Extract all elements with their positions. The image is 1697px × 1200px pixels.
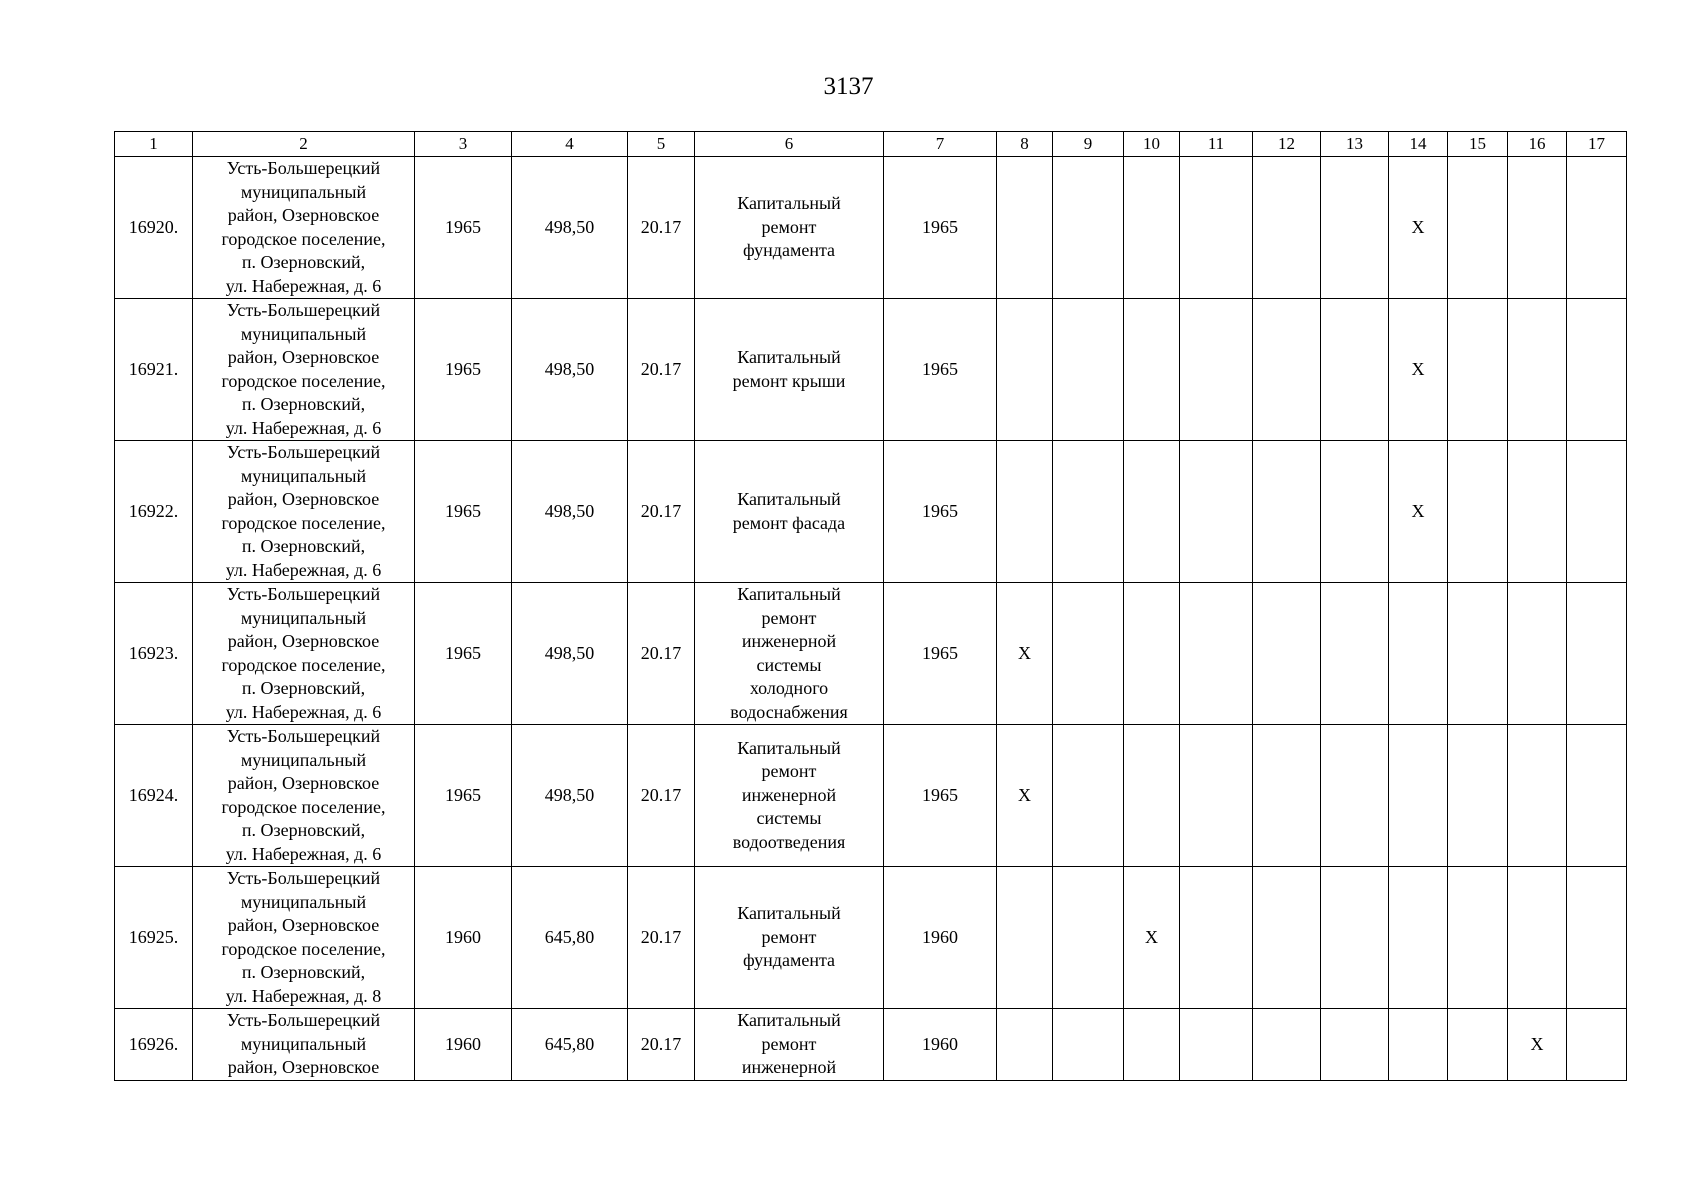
mark-cell-col-15	[1448, 1009, 1508, 1081]
code-cell: 20.17	[628, 583, 695, 725]
mark-cell-col-9	[1053, 441, 1124, 583]
row-number: 16922.	[115, 441, 193, 583]
column-header-8: 8	[997, 132, 1053, 157]
mark-cell-col-8	[997, 299, 1053, 441]
mark-cell-col-13	[1321, 157, 1389, 299]
mark-cell-col-13	[1321, 583, 1389, 725]
mark-cell-col-14: X	[1389, 157, 1448, 299]
area-cell: 498,50	[512, 157, 628, 299]
mark-cell-col-12	[1253, 867, 1321, 1009]
area-cell: 498,50	[512, 441, 628, 583]
mark-cell-col-11	[1180, 1009, 1253, 1081]
column-header-12: 12	[1253, 132, 1321, 157]
mark-cell-col-16	[1508, 725, 1567, 867]
mark-cell-col-17	[1567, 1009, 1627, 1081]
mark-cell-col-10: X	[1124, 867, 1180, 1009]
mark-cell-col-14	[1389, 1009, 1448, 1081]
column-header-16: 16	[1508, 132, 1567, 157]
mark-cell-col-10	[1124, 583, 1180, 725]
mark-cell-col-17	[1567, 867, 1627, 1009]
mark-cell-col-16	[1508, 157, 1567, 299]
column-header-3: 3	[415, 132, 512, 157]
row-number: 16926.	[115, 1009, 193, 1081]
page-number: 3137	[823, 73, 874, 100]
row-number: 16925.	[115, 867, 193, 1009]
mark-cell-col-12	[1253, 725, 1321, 867]
column-header-6: 6	[695, 132, 884, 157]
year-cell: 1965	[884, 157, 997, 299]
mark-cell-col-17	[1567, 725, 1627, 867]
mark-cell-col-10	[1124, 441, 1180, 583]
code-cell: 20.17	[628, 157, 695, 299]
mark-cell-col-15	[1448, 867, 1508, 1009]
row-number: 16921.	[115, 299, 193, 441]
year-cell: 1960	[884, 1009, 997, 1081]
code-cell: 20.17	[628, 299, 695, 441]
table-header	[115, 132, 1627, 157]
work-type-cell: Капитальный ремонт фасада	[695, 441, 884, 583]
mark-cell-col-10	[1124, 1009, 1180, 1081]
column-header-4: 4	[512, 132, 628, 157]
repair-schedule-table	[114, 131, 1627, 1081]
area-cell: 645,80	[512, 867, 628, 1009]
code-cell: 20.17	[628, 725, 695, 867]
mark-cell-col-12	[1253, 1009, 1321, 1081]
column-header-9: 9	[1053, 132, 1124, 157]
mark-cell-col-11	[1180, 157, 1253, 299]
mark-cell-col-17	[1567, 583, 1627, 725]
mark-cell-col-15	[1448, 725, 1508, 867]
table-row	[115, 583, 1627, 725]
column-header-2: 2	[193, 132, 415, 157]
address-cell: Усть-Большерецкий муниципальный район, Озерновское	[193, 1009, 415, 1081]
mark-cell-col-9	[1053, 725, 1124, 867]
mark-cell-col-13	[1321, 867, 1389, 1009]
mark-cell-col-11	[1180, 299, 1253, 441]
year-cell: 1965	[884, 441, 997, 583]
column-header-7: 7	[884, 132, 997, 157]
address-cell: Усть-Большерецкий муниципальный район, Озерновское городское поселение, п. Озерновский, ул. Набережная, д. 6	[193, 441, 415, 583]
address-cell: Усть-Большерецкий муниципальный район, Озерновское городское поселение, п. Озерновский, ул. Набережная, д. 6	[193, 725, 415, 867]
address-cell: Усть-Большерецкий муниципальный район, Озерновское городское поселение, п. Озерновский, ул. Набережная, д. 8	[193, 867, 415, 1009]
row-number: 16923.	[115, 583, 193, 725]
mark-cell-col-12	[1253, 441, 1321, 583]
year-cell: 1965	[884, 583, 997, 725]
construction-year-cell: 1965	[415, 157, 512, 299]
work-type-cell: Капитальный ремонт крыши	[695, 299, 884, 441]
year-cell: 1965	[884, 299, 997, 441]
mark-cell-col-9	[1053, 583, 1124, 725]
mark-cell-col-17	[1567, 299, 1627, 441]
mark-cell-col-17	[1567, 157, 1627, 299]
table-body	[115, 157, 1627, 1081]
mark-cell-col-16: X	[1508, 1009, 1567, 1081]
mark-cell-col-15	[1448, 157, 1508, 299]
mark-cell-col-16	[1508, 299, 1567, 441]
mark-cell-col-16	[1508, 867, 1567, 1009]
mark-cell-col-9	[1053, 1009, 1124, 1081]
mark-cell-col-12	[1253, 299, 1321, 441]
address-cell: Усть-Большерецкий муниципальный район, Озерновское городское поселение, п. Озерновский, ул. Набережная, д. 6	[193, 157, 415, 299]
mark-cell-col-8	[997, 441, 1053, 583]
mark-cell-col-14	[1389, 867, 1448, 1009]
area-cell: 498,50	[512, 725, 628, 867]
column-header-13: 13	[1321, 132, 1389, 157]
mark-cell-col-14: X	[1389, 441, 1448, 583]
mark-cell-col-12	[1253, 157, 1321, 299]
mark-cell-col-11	[1180, 441, 1253, 583]
column-header-17: 17	[1567, 132, 1627, 157]
work-type-cell: Капитальный ремонт инженерной системы холодного водоснабжения	[695, 583, 884, 725]
mark-cell-col-8: X	[997, 725, 1053, 867]
row-number: 16924.	[115, 725, 193, 867]
mark-cell-col-8	[997, 157, 1053, 299]
table-row	[115, 299, 1627, 441]
table-row	[115, 1009, 1627, 1081]
work-type-cell: Капитальный ремонт инженерной	[695, 1009, 884, 1081]
mark-cell-col-14	[1389, 583, 1448, 725]
mark-cell-col-9	[1053, 867, 1124, 1009]
mark-cell-col-16	[1508, 583, 1567, 725]
mark-cell-col-8	[997, 867, 1053, 1009]
column-header-5: 5	[628, 132, 695, 157]
column-header-11: 11	[1180, 132, 1253, 157]
code-cell: 20.17	[628, 867, 695, 1009]
mark-cell-col-10	[1124, 157, 1180, 299]
mark-cell-col-8: X	[997, 583, 1053, 725]
mark-cell-col-13	[1321, 725, 1389, 867]
table-row	[115, 157, 1627, 299]
year-cell: 1965	[884, 725, 997, 867]
column-number-row	[115, 132, 1627, 157]
construction-year-cell: 1960	[415, 1009, 512, 1081]
construction-year-cell: 1965	[415, 441, 512, 583]
mark-cell-col-11	[1180, 725, 1253, 867]
mark-cell-col-12	[1253, 583, 1321, 725]
mark-cell-col-15	[1448, 299, 1508, 441]
mark-cell-col-8	[997, 1009, 1053, 1081]
mark-cell-col-10	[1124, 725, 1180, 867]
mark-cell-col-13	[1321, 1009, 1389, 1081]
area-cell: 498,50	[512, 299, 628, 441]
construction-year-cell: 1960	[415, 867, 512, 1009]
code-cell: 20.17	[628, 1009, 695, 1081]
construction-year-cell: 1965	[415, 299, 512, 441]
mark-cell-col-17	[1567, 441, 1627, 583]
table-row	[115, 441, 1627, 583]
mark-cell-col-13	[1321, 441, 1389, 583]
address-cell: Усть-Большерецкий муниципальный район, Озерновское городское поселение, п. Озерновский, ул. Набережная, д. 6	[193, 299, 415, 441]
mark-cell-col-15	[1448, 583, 1508, 725]
mark-cell-col-11	[1180, 583, 1253, 725]
mark-cell-col-15	[1448, 441, 1508, 583]
column-header-1: 1	[115, 132, 193, 157]
address-cell: Усть-Большерецкий муниципальный район, Озерновское городское поселение, п. Озерновский, ул. Набережная, д. 6	[193, 583, 415, 725]
construction-year-cell: 1965	[415, 725, 512, 867]
mark-cell-col-14: X	[1389, 299, 1448, 441]
work-type-cell: Капитальный ремонт фундамента	[695, 157, 884, 299]
column-header-15: 15	[1448, 132, 1508, 157]
mark-cell-col-9	[1053, 157, 1124, 299]
work-type-cell: Капитальный ремонт инженерной системы водоотведения	[695, 725, 884, 867]
column-header-10: 10	[1124, 132, 1180, 157]
table-row	[115, 725, 1627, 867]
mark-cell-col-11	[1180, 867, 1253, 1009]
code-cell: 20.17	[628, 441, 695, 583]
mark-cell-col-10	[1124, 299, 1180, 441]
table-row	[115, 867, 1627, 1009]
row-number: 16920.	[115, 157, 193, 299]
mark-cell-col-14	[1389, 725, 1448, 867]
work-type-cell: Капитальный ремонт фундамента	[695, 867, 884, 1009]
mark-cell-col-13	[1321, 299, 1389, 441]
area-cell: 498,50	[512, 583, 628, 725]
column-header-14: 14	[1389, 132, 1448, 157]
mark-cell-col-9	[1053, 299, 1124, 441]
construction-year-cell: 1965	[415, 583, 512, 725]
area-cell: 645,80	[512, 1009, 628, 1081]
mark-cell-col-16	[1508, 441, 1567, 583]
year-cell: 1960	[884, 867, 997, 1009]
